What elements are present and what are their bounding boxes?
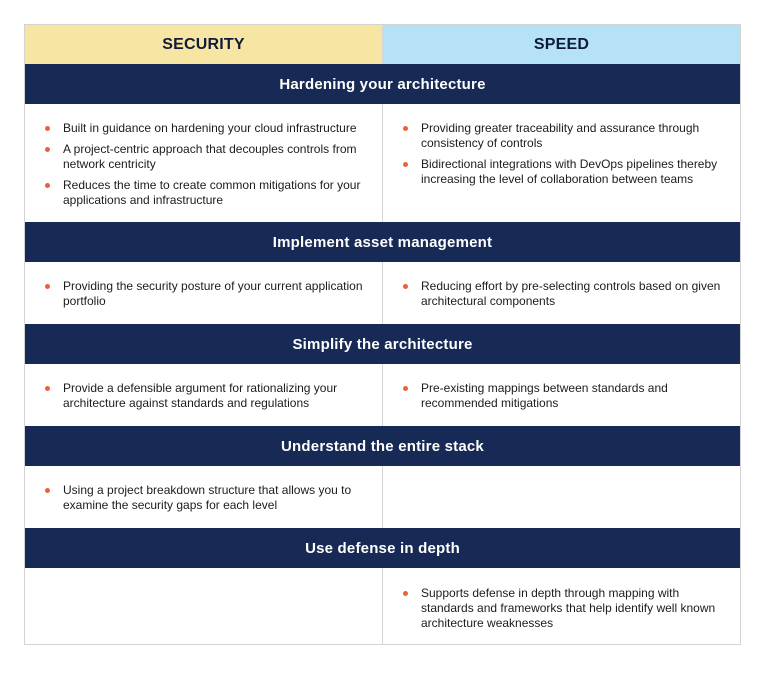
list-item: Built in guidance on hardening your cloud infrastructure [45,121,364,136]
speed-list [403,121,722,187]
security-cell [25,568,383,644]
section-row-entire-stack [25,466,740,528]
security-cell [25,466,383,528]
list-item: Bidirectional integrations with DevOps pipelines thereby increasing the level of collaboration between teams [403,157,722,187]
list-item: Reduces the time to create common mitigations for your applications and infrastructure [45,178,364,208]
security-list [45,121,364,208]
section-title-asset-management: Implement asset management [25,222,740,262]
list-item: Providing greater traceability and assurance through consistency of controls [403,121,722,151]
list-item: Using a project breakdown structure that allows you to examine the security gaps for each level [45,483,364,513]
section-row-asset-management [25,262,740,324]
list-item: Pre-existing mappings between standards and recommended mitigations [403,381,722,411]
section-title-hardening: Hardening your architecture [25,64,740,104]
speed-list [403,279,722,309]
security-cell [25,262,383,324]
section-title-defense-in-depth: Use defense in depth [25,528,740,568]
section-row-defense-in-depth [25,568,740,644]
speed-cell [383,262,740,324]
list-item: A project-centric approach that decouples controls from network centricity [45,142,364,172]
security-list [45,279,364,309]
section-title-entire-stack: Understand the entire stack [25,426,740,466]
security-column-header: SECURITY [25,24,383,64]
list-item: Supports defense in depth through mapping with standards and frameworks that help identify well known architecture weaknesses [403,586,722,631]
speed-cell [383,568,740,644]
speed-list [403,586,722,631]
speed-cell [383,466,740,528]
section-row-simplify [25,364,740,426]
security-list [45,483,364,513]
comparison-table [24,24,741,645]
speed-column-header: SPEED [383,24,740,64]
section-row-hardening [25,104,740,222]
list-item: Reducing effort by pre-selecting controls based on given architectural components [403,279,722,309]
list-item: Provide a defensible argument for rationalizing your architecture against standards and regulations [45,381,364,411]
speed-cell [383,364,740,426]
speed-cell [383,104,740,222]
section-title-simplify: Simplify the architecture [25,324,740,364]
security-cell [25,104,383,222]
security-list [45,381,364,411]
list-item: Providing the security posture of your current application portfolio [45,279,364,309]
header-row [25,24,740,64]
security-cell [25,364,383,426]
speed-list [403,381,722,411]
